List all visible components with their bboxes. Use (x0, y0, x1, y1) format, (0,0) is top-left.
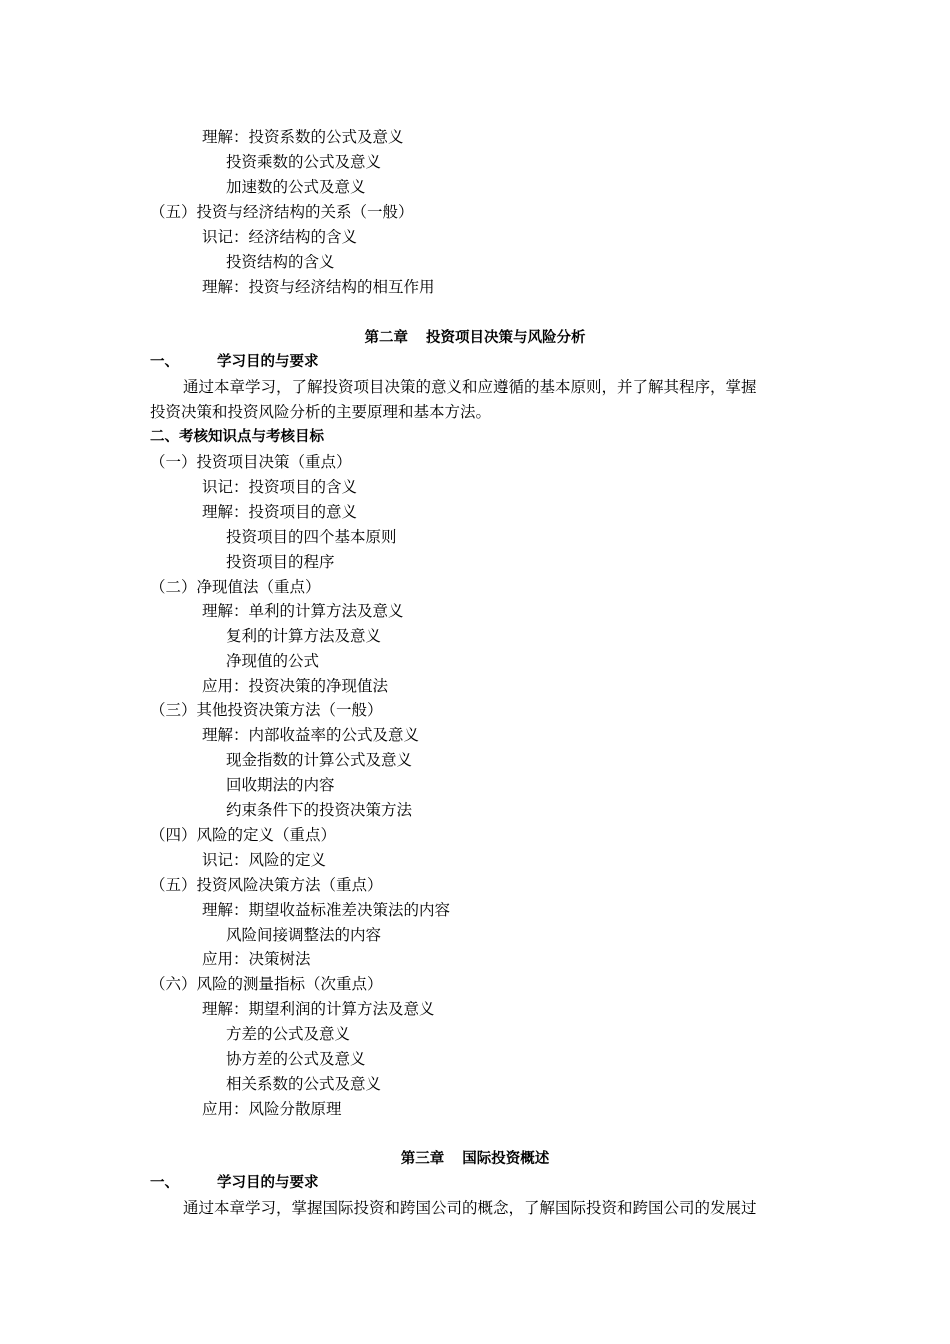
list-item: （一）投资项目决策（重点） (150, 453, 352, 471)
chapter-title (0, 328, 950, 348)
list-item: 投资项目的程序 (226, 553, 335, 571)
text-line: 加速数的公式及意义 (226, 178, 366, 196)
list-item: （二）净现值法（重点） (150, 578, 321, 596)
list-item: 回收期法的内容 (226, 776, 335, 794)
list-item: （三）其他投资决策方法（一般） (150, 701, 383, 719)
list-item: 复利的计算方法及意义 (226, 627, 382, 645)
paragraph-line: 投资决策和投资风险分析的主要原理和基本方法。 (150, 403, 492, 421)
chapter-number: 第二章 (364, 330, 408, 346)
chapter-name: 国际投资概述 (462, 1151, 550, 1167)
list-item: 识记：风险的定义 (202, 851, 327, 869)
text-line: 投资乘数的公式及意义 (226, 153, 382, 171)
chapter-name: 投资项目决策与风险分析 (426, 330, 586, 346)
list-item: （五）投资风险决策方法（重点） (150, 876, 383, 894)
list-item: 净现值的公式 (226, 652, 320, 670)
list-item: 风险间接调整法的内容 (226, 926, 382, 944)
paragraph-line: 通过本章学习，了解投资项目决策的意义和应遵循的基本原则，并了解其程序，掌握 (183, 378, 757, 396)
list-item: 应用：决策树法 (202, 950, 311, 968)
list-item: 相关系数的公式及意义 (226, 1075, 382, 1093)
section-number: 一、 (150, 1175, 179, 1191)
list-item: 理解：内部收益率的公式及意义 (202, 726, 420, 744)
list-item: 理解：期望利润的计算方法及意义 (202, 1000, 435, 1018)
list-item: （四）风险的定义（重点） (150, 826, 337, 844)
list-item: （六）风险的测量指标（次重点） (150, 975, 383, 993)
section-heading: 学习目的与要求 (217, 1175, 319, 1191)
text-line: 理解：投资与经济结构的相互作用 (202, 278, 435, 296)
section-heading: 学习目的与要求 (217, 354, 319, 370)
text-line: 理解：投资系数的公式及意义 (202, 128, 404, 146)
chapter-number: 第三章 (400, 1151, 445, 1167)
paragraph-line: 通过本章学习，掌握国际投资和跨国公司的概念，了解国际投资和跨国公司的发展过 (183, 1199, 757, 1217)
list-item: 理解：单利的计算方法及意义 (202, 602, 404, 620)
list-item: 协方差的公式及意义 (226, 1050, 366, 1068)
section-number: 一、 (150, 354, 179, 370)
list-item: 理解：期望收益标准差决策法的内容 (202, 901, 451, 919)
list-item: 现金指数的计算公式及意义 (226, 751, 413, 769)
list-item: 应用：风险分散原理 (202, 1100, 342, 1118)
list-item: 约束条件下的投资决策方法 (226, 801, 413, 819)
list-item: 方差的公式及意义 (226, 1025, 351, 1043)
list-item: 识记：投资项目的含义 (202, 478, 358, 496)
list-item: 应用：投资决策的净现值法 (202, 677, 389, 695)
section-heading: 二、考核知识点与考核目标 (150, 429, 324, 445)
text-line: 识记：经济结构的含义 (202, 228, 358, 246)
chapter-title (0, 1149, 950, 1169)
text-line: 投资结构的含义 (226, 253, 335, 271)
list-item: 投资项目的四个基本原则 (226, 528, 397, 546)
list-item: 理解：投资项目的意义 (202, 503, 358, 521)
text-line: （五）投资与经济结构的关系（一般） (150, 203, 414, 221)
